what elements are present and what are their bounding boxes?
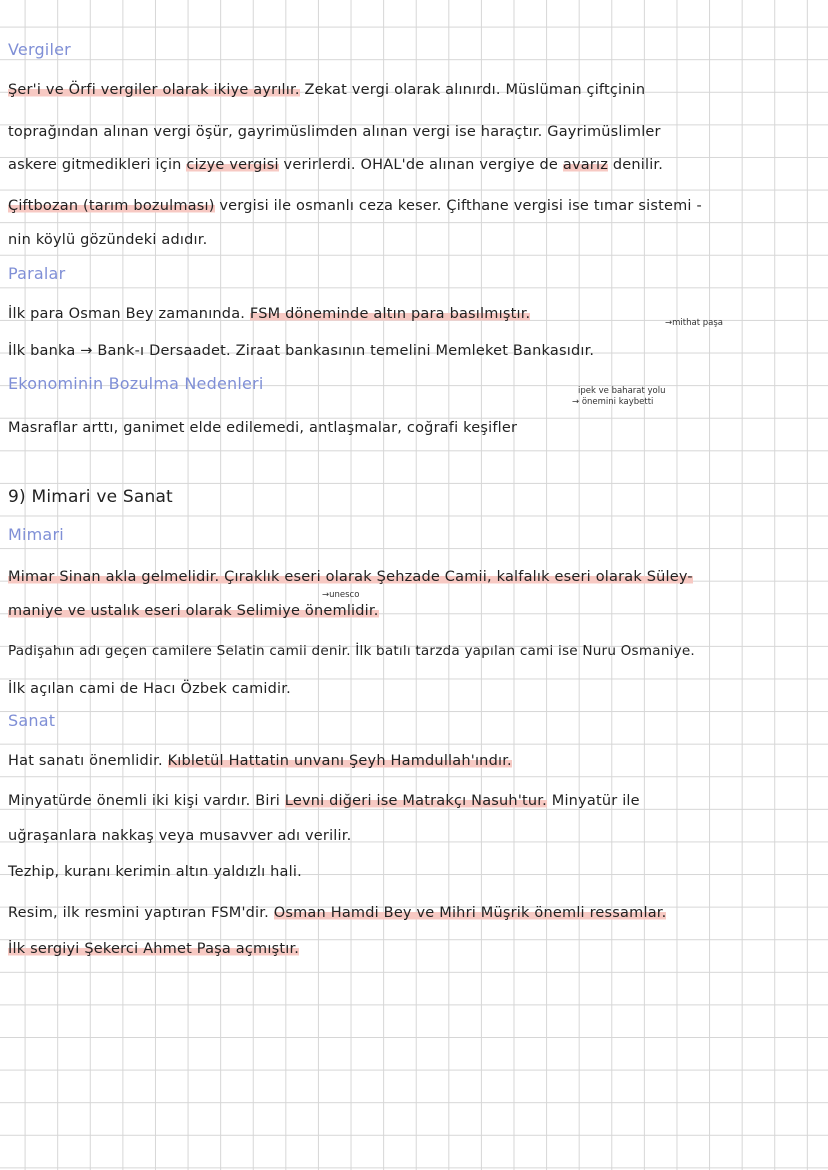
highlight: Mimar Sinan akla gelmelidir. Çıraklık eseri olarak Şehzade Camii, kalfalık eseri olarak Süley-: [8, 569, 693, 585]
vergiler-line-3: askere gitmedikleri için cizye vergisi verirlerdi. OHAL'de alınan vergiye de avarız denilir.: [8, 157, 664, 173]
ipek-yolu-note-1: ipek ve baharat yolu: [578, 386, 666, 396]
mimari-line-2: [8, 601, 379, 621]
sanat-line-3: uğraşanlara nakkaş veya musavver adı verilir.: [8, 828, 352, 844]
sanat-line-2: Minyatürde önemli iki kişi vardır. Biri Levni diğeri ise Matrakçı Nasuh'tur. Minyatür ile: [8, 793, 640, 809]
mimari-line-1: [8, 567, 693, 587]
sanat-line-5: Resim, ilk resmini yaptıran FSM'dir. Osman Hamdi Bey ve Mihri Müşrik önemli ressamlar.: [8, 905, 667, 921]
highlight: Levni diğeri ise Matrakçı Nasuh'tur.: [284, 793, 547, 809]
mimari-line-4: İlk açılan cami de Hacı Özbek camidir.: [8, 681, 291, 697]
vergiler-line-2: toprağından alınan vergi öşür, gayrimüslimden alınan vergi ise haraçtır. Gayrimüslimler: [8, 124, 661, 140]
mithat-pasa-note: →mithat paşa: [665, 318, 723, 328]
ipek-yolu-note-2: → önemini kaybetti: [572, 397, 654, 407]
highlight: FSM döneminde altın para basılmıştır.: [249, 306, 531, 322]
vergiler-line-5: nin köylü gözündeki adıdır.: [8, 232, 208, 248]
highlight: avarız: [562, 157, 609, 173]
mimari-heading: Mimari: [8, 525, 64, 544]
highlight: maniye ve ustalık eseri olarak Selimiye önemlidir.: [8, 603, 379, 619]
ekonomi-heading: Ekonominin Bozulma Nedenleri: [8, 374, 264, 393]
mimari-line-3: Padişahın adı geçen camilere Selatin camii denir. İlk batılı tarzda yapılan cami ise Nuru Osmaniye.: [8, 643, 695, 659]
vergiler-heading: Vergiler: [8, 40, 71, 59]
highlight: İlk sergiyi Şekerci Ahmet Paşa açmıştır.: [8, 941, 300, 957]
highlight: cizye vergisi: [186, 157, 279, 173]
sanat-line-6: [8, 939, 299, 959]
mimari-sanat-title: 9) Mimari ve Sanat: [8, 487, 173, 507]
highlight: Kıbletül Hattatin unvanı Şeyh Hamdullah'ındır.: [167, 753, 512, 769]
sanat-heading: Sanat: [8, 711, 56, 730]
ekonomi-line-1: Masraflar arttı, ganimet elde edilemedi, antlaşmalar, coğrafi keşifler: [8, 420, 518, 436]
vergiler-line-4: Çiftbozan (tarım bozulması) vergisi ile osmanlı ceza keser. Çifthane vergisi ise tımar sistemi -: [8, 198, 702, 214]
sanat-line-1: Hat sanatı önemlidir. Kıbletül Hattatin unvanı Şeyh Hamdullah'ındır.: [8, 753, 512, 769]
highlight: Şer'i ve Örfi vergiler olarak ikiye ayrılır.: [8, 82, 300, 98]
paralar-heading: Paralar: [8, 264, 66, 283]
paralar-line-2: İlk banka → Bank-ı Dersaadet. Ziraat bankasının temelini Memleket Bankasıdır.: [8, 343, 595, 359]
unesco-note: →unesco: [322, 590, 360, 600]
paralar-line-1: İlk para Osman Bey zamanında. FSM döneminde altın para basılmıştır.: [8, 306, 531, 322]
vergiler-line-1: Şer'i ve Örfi vergiler olarak ikiye ayrılır. Zekat vergi olarak alınırdı. Müslüman çiftçinin: [8, 82, 646, 98]
sanat-line-4: Tezhip, kuranı kerimin altın yaldızlı hali.: [8, 864, 302, 880]
highlight: Çiftbozan (tarım bozulması): [8, 198, 215, 214]
highlight: Osman Hamdi Bey ve Mihri Müşrik önemli ressamlar.: [273, 905, 667, 921]
